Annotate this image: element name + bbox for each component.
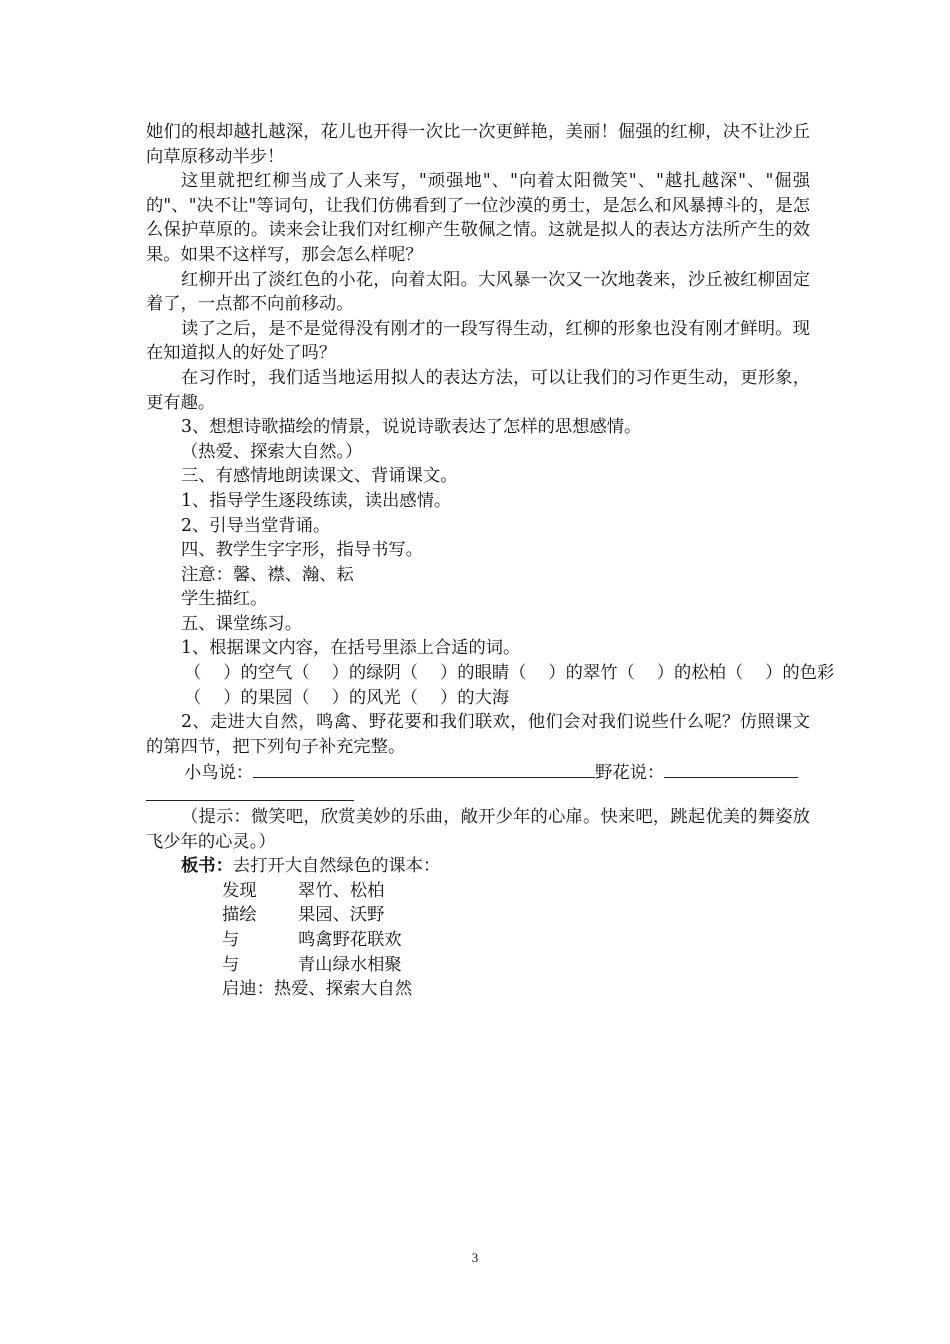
paragraph: 注意：馨、襟、瀚、耘 [181,564,354,585]
board-row-head: 与 [222,954,240,975]
exercise-2: 2、走进大自然，鸣禽、野花要和我们联欢，他们会对我们说些什么呢？仿照课文的第四节，把下列句子补充完整。 [146,712,810,757]
board-row-text: 果园、沃野 [298,905,385,926]
paragraph: 在习作时，我们适当地运用拟人的表达方法，可以让我们的习作更生动，更形象，更有趣。 [146,367,810,413]
bird-says-label: 小鸟说： [184,763,254,784]
section-heading: 五、课堂练习。 [181,613,302,634]
section-heading: 三、有感情地朗读课文、背诵课文。 [181,466,458,487]
board-label: 板书： [181,856,233,877]
hint: （提示：微笑吧，欣赏美妙的乐曲，敞开少年的心扉。快来吧，跳起优美的舞姿放飞少年的心灵。） [146,807,810,852]
question-3: 3、想想诗歌描绘的情景，说说诗歌表达了怎样的思想感情。 [181,417,642,438]
fill-blank-line: （ ）的果园（ ）的风光（ ）的大海 [184,687,510,708]
paragraph: 她们的根却越扎越深，花儿也开得一次比一次更鲜艳，美丽！倔强的红柳，决不让沙丘向草原移动半步！ [146,122,810,167]
list-item: 1、指导学生逐段练读，读出感情。 [181,490,452,511]
paragraph: 学生描红。 [181,589,268,610]
paragraph: 红柳开出了淡红色的小花，向着太阳。大风暴一次又一次地袭来，沙丘被红柳固定着了，一点都不向前移动。 [146,269,810,315]
board-heading: 去打开大自然绿色的课本： [232,856,441,877]
board-row-text: 鸣禽野花联欢 [298,930,402,950]
board-row-head: 发现 [222,880,257,901]
board-row-text: 翠竹、松柏 [298,880,385,901]
board-row-text: 青山绿水相聚 [298,954,402,975]
board-row-last: 启迪：热爱、探索大自然 [222,979,413,1000]
board-row [146,903,810,928]
board-row-head: 与 [222,930,240,950]
list-item: 2、引导当堂背诵。 [181,515,331,536]
answer: （热爱、探索大自然。） [181,441,363,462]
board-title [146,854,810,879]
flower-answer-blank [664,759,798,778]
section-heading: 四、教学生字字形，指导书写。 [181,540,423,561]
board-row [146,928,810,953]
page-number: 3 [471,1250,479,1265]
paragraph: 读了之后，是不是觉得没有刚才的一段写得生动，红柳的形象也没有刚才鲜明。现在知道拟人的好处了吗？ [146,318,810,364]
board-row [146,879,810,904]
exercise-1: 1、根据课文内容，在括号里添上合适的词。 [181,638,521,659]
answer-lines [146,759,810,786]
flower-says-label: 野花说： [595,763,665,784]
bird-answer-blank [253,759,595,778]
board-row-head: 描绘 [222,905,257,926]
paragraph: 这里就把红柳当成了人来写，"顽强地"、"向着太阳微笑"、"越扎越深"、"倔强的"、"决不让"等词句，让我们仿佛看到了一位沙漠的勇士，是怎么和风暴搏斗的，是怎么保护草原的。读来会让我们对红柳产生敬佩之情。这就是拟人的表达方法所产生的效果。如果不这样写，那会怎么样呢？ [146,171,810,265]
page-content [146,120,835,1002]
fill-blank-line: （ ）的空气（ ）的绿阴（ ）的眼睛（ ）的翠竹（ ）的松柏（ ）的色彩 [184,663,835,684]
board-row [146,953,810,978]
flower-answer-blank-continued [146,786,354,801]
